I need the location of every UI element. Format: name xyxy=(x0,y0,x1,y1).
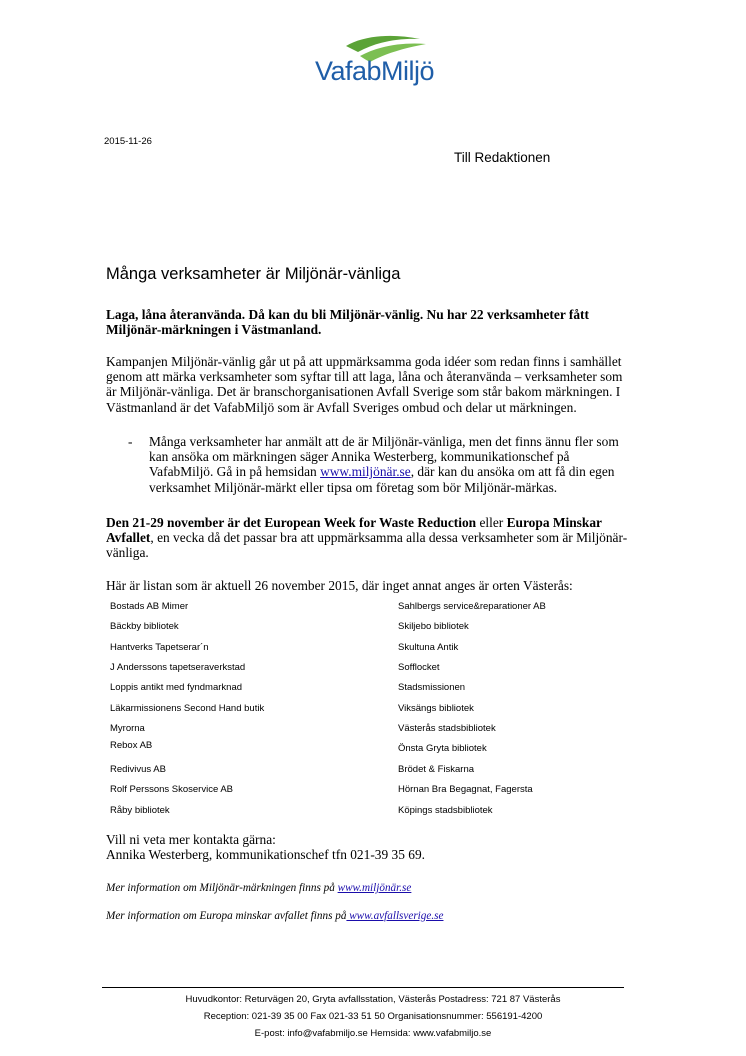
week-rest: , en vecka då det passar bra att uppmärksamma alla dessa verksamheter som är Miljönär-vänliga. xyxy=(106,530,628,561)
list-item: Redivivus AB xyxy=(110,764,166,775)
contact-line-2: Annika Westerberg, kommunikationschef tfn 021-39 35 69. xyxy=(106,847,426,863)
avfallsverige-link[interactable]: www.avfallsverige.se xyxy=(346,910,444,922)
week-bold-2: Europa Minskar Avfallet xyxy=(106,515,602,546)
intro-paragraph: Kampanjen Miljönär-vänlig går ut på att uppmärksamma goda idéer som redan finns i samhället genom att märka verksamheter som syftar till att laga, låna och återanvända – verksamheter som är Miljönär-vänliga. Det är branschorganisationen Avfall Sverige som står bakom märkningen. I Västmanland är det VafabMiljö som är Avfall Sveriges ombud och delar ut märkningen. xyxy=(106,354,623,415)
list-item: Sahlbergs service&reparationer AB xyxy=(398,601,546,612)
list-item: Rebox AB xyxy=(110,740,153,751)
contact-block xyxy=(106,832,425,862)
logo-text: VafabMiljö xyxy=(315,56,435,86)
bullet-paragraph xyxy=(149,434,629,495)
list-item: Köpings stadsbibliotek xyxy=(398,805,493,816)
miljonar-link[interactable]: www.miljönär.se xyxy=(337,882,412,894)
list-item: Loppis antikt med fyndmarknad xyxy=(110,682,243,693)
list-item: J Anderssons tapetseraverkstad xyxy=(110,662,246,673)
list-item: Bostads AB Mimer xyxy=(110,601,189,612)
bullet-dash: - xyxy=(128,434,133,449)
list-item: Hörnan Bra Begagnat, Fagersta xyxy=(398,784,533,795)
list-item: Brödet & Fiskarna xyxy=(398,764,475,775)
list-item: Råby bibliotek xyxy=(110,805,170,816)
list-item: Hantverks Tapetserar´n xyxy=(110,642,209,653)
bullet-text-after: , där kan du ansöka om att få din egen verksamhet Miljönär-märkt eller tipsa om företag som bör Miljönär-märkas. xyxy=(149,464,615,495)
week-bold-1: Den 21-29 november är det European Week for Waste Reduction xyxy=(106,515,477,530)
list-item: Stadsmissionen xyxy=(398,682,466,693)
list-item: Viksängs bibliotek xyxy=(398,703,474,714)
list-intro: Här är listan som är aktuell 26 november 2015, där inget annat anges är orten Västerås: xyxy=(106,578,573,593)
more-info-avfall xyxy=(106,910,443,922)
footer-phone: Reception: 021-39 35 00 Fax 021-33 51 50 Organisationsnummer: 556191-4200 xyxy=(203,1011,543,1022)
date: 2015-11-26 xyxy=(104,136,152,147)
miljonar-link[interactable]: www.miljönär.se xyxy=(320,464,411,480)
week-paragraph xyxy=(106,515,636,561)
list-item: Sofflocket xyxy=(398,662,440,673)
list-item: Västerås stadsbibliotek xyxy=(398,723,496,734)
footer-contact: E-post: info@vafabmiljo.se Hemsida: www.vafabmiljo.se xyxy=(254,1028,492,1039)
logo xyxy=(308,34,448,100)
list-item: Rolf Perssons Skoservice AB xyxy=(110,784,234,795)
more-info-text: Mer information om Miljönär-märkningen finns på xyxy=(106,882,338,894)
more-info-miljonar xyxy=(106,882,411,894)
contact-line-1: Vill ni veta mer kontakta gärna: xyxy=(106,832,276,847)
footer-divider xyxy=(102,987,624,988)
list-item: Läkarmissionens Second Hand butik xyxy=(110,703,265,714)
recipient: Till Redaktionen xyxy=(454,150,551,165)
more-info-text: Mer information om Europa minskar avfallet finns på xyxy=(106,910,347,922)
footer-address: Huvudkontor: Returvägen 20, Gryta avfallsstation, Västerås Postadress: 721 87 Västerås xyxy=(185,994,561,1005)
bullet-text-before: Många verksamheter har anmält att de är Miljönär-vänliga, men det finns ännu fler som kan ansöka om märkningen säger Annika Westerberg, kommunikationschef på VafabMiljö. Gå in på hemsidan xyxy=(149,434,619,480)
list-item: Skultuna Antik xyxy=(398,642,459,653)
list-item: Skiljebo bibliotek xyxy=(398,621,469,632)
list-item: Myrorna xyxy=(110,723,145,734)
page-title: Många verksamheter är Miljönär-vänliga xyxy=(106,265,401,283)
list-item: Bäckby bibliotek xyxy=(110,621,179,632)
week-mid: eller xyxy=(476,515,507,530)
list-item: Önsta Gryta bibliotek xyxy=(398,743,487,754)
lead-paragraph: Laga, låna återanvända. Då kan du bli Miljönär-vänlig. Nu har 22 verksamheter fått Miljönär-märkningen i Västmanland. xyxy=(106,307,589,338)
